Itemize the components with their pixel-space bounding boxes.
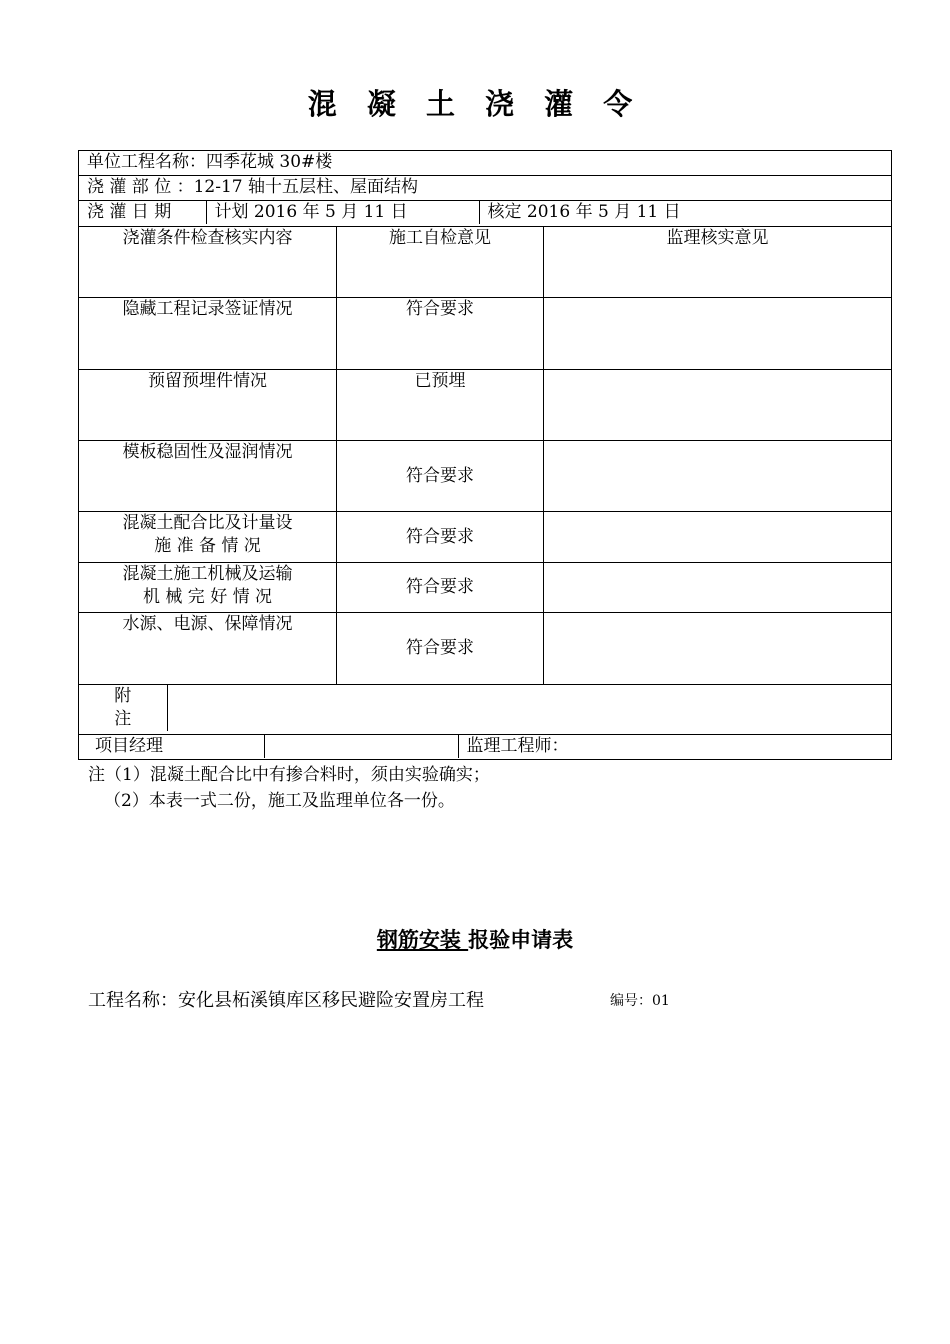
- note-line-2: （2）本表一式二份，施工及监理单位各一份。: [104, 791, 455, 811]
- pour-date-row: [79, 201, 892, 227]
- row-self-check: 符合要求: [337, 512, 544, 563]
- row-self-check: 符合要求: [337, 441, 544, 512]
- row-item: [79, 512, 337, 563]
- table-row: [79, 441, 892, 512]
- row-self-check: 符合要求: [337, 613, 544, 685]
- project-manager-signature[interactable]: [264, 735, 458, 758]
- supervising-engineer-label: 监理工程师：: [466, 736, 569, 756]
- table-row: [79, 613, 892, 685]
- row-item: 水源、电源、保障情况: [79, 613, 337, 685]
- header-self-check: 施工自检意见: [337, 227, 544, 298]
- project-manager-label: 项目经理: [79, 735, 264, 758]
- table-row: [79, 512, 892, 563]
- row-self-check: 符合要求: [337, 563, 544, 613]
- signature-row: [79, 735, 892, 760]
- project-number: 编号：01: [610, 993, 670, 1009]
- pour-location-cell: 浇 灌 部 位 ：12-17 轴十五层柱、屋面结构: [79, 176, 892, 201]
- row-supervisor[interactable]: [544, 613, 892, 685]
- remarks-content[interactable]: [167, 685, 891, 731]
- row-self-check: 符合要求: [337, 298, 544, 370]
- row-self-check: 已预埋: [337, 370, 544, 441]
- row-item-line-2: 机 械 完 好 情 况: [142, 587, 273, 607]
- row-supervisor[interactable]: [544, 298, 892, 370]
- table-row: [79, 370, 892, 441]
- second-title-rest: 报验申请表: [468, 928, 574, 952]
- second-title-underlined: 钢筋安装: [376, 928, 469, 952]
- pour-date-label: 浇 灌 日 期: [79, 201, 206, 224]
- row-item-line-2: 施 准 备 情 况: [154, 536, 261, 556]
- row-item: 模板稳固性及湿润情况: [79, 441, 337, 512]
- remarks-label: 附 注: [79, 685, 167, 731]
- header-supervisor: 监理核实意见: [544, 227, 892, 298]
- table-row: [79, 563, 892, 613]
- remarks-row: [79, 685, 892, 735]
- row-item-line-1: 混凝土配合比及计量设: [122, 513, 293, 533]
- row-item: [79, 563, 337, 613]
- header-item: 浇灌条件检查核实内容: [79, 227, 337, 298]
- unit-project-cell: 单位工程名称：四季花城 30#楼: [79, 151, 892, 176]
- row-supervisor[interactable]: [544, 441, 892, 512]
- pour-date-approved: 核定 2016 年 5 月 11 日: [487, 202, 681, 222]
- project-name: 工程名称：安化县柘溪镇库区移民避险安置房工程: [88, 990, 484, 1011]
- table-row: [79, 298, 892, 370]
- row-supervisor[interactable]: [544, 370, 892, 441]
- row-supervisor[interactable]: [544, 512, 892, 563]
- row-item-line-1: 混凝土施工机械及运输: [122, 564, 293, 584]
- pour-date-planned: 计划 2016 年 5 月 11 日: [206, 201, 479, 224]
- page-title: 混 凝 土 浇 灌 令: [307, 87, 643, 121]
- row-supervisor[interactable]: [544, 563, 892, 613]
- pour-order-table: [78, 150, 892, 760]
- note-line-1: 注（1）混凝土配合比中有掺合料时，须由实验确实；: [88, 765, 490, 785]
- row-item: 隐藏工程记录签证情况: [79, 298, 337, 370]
- second-form-title: [0, 924, 950, 954]
- row-item: 预留预埋件情况: [79, 370, 337, 441]
